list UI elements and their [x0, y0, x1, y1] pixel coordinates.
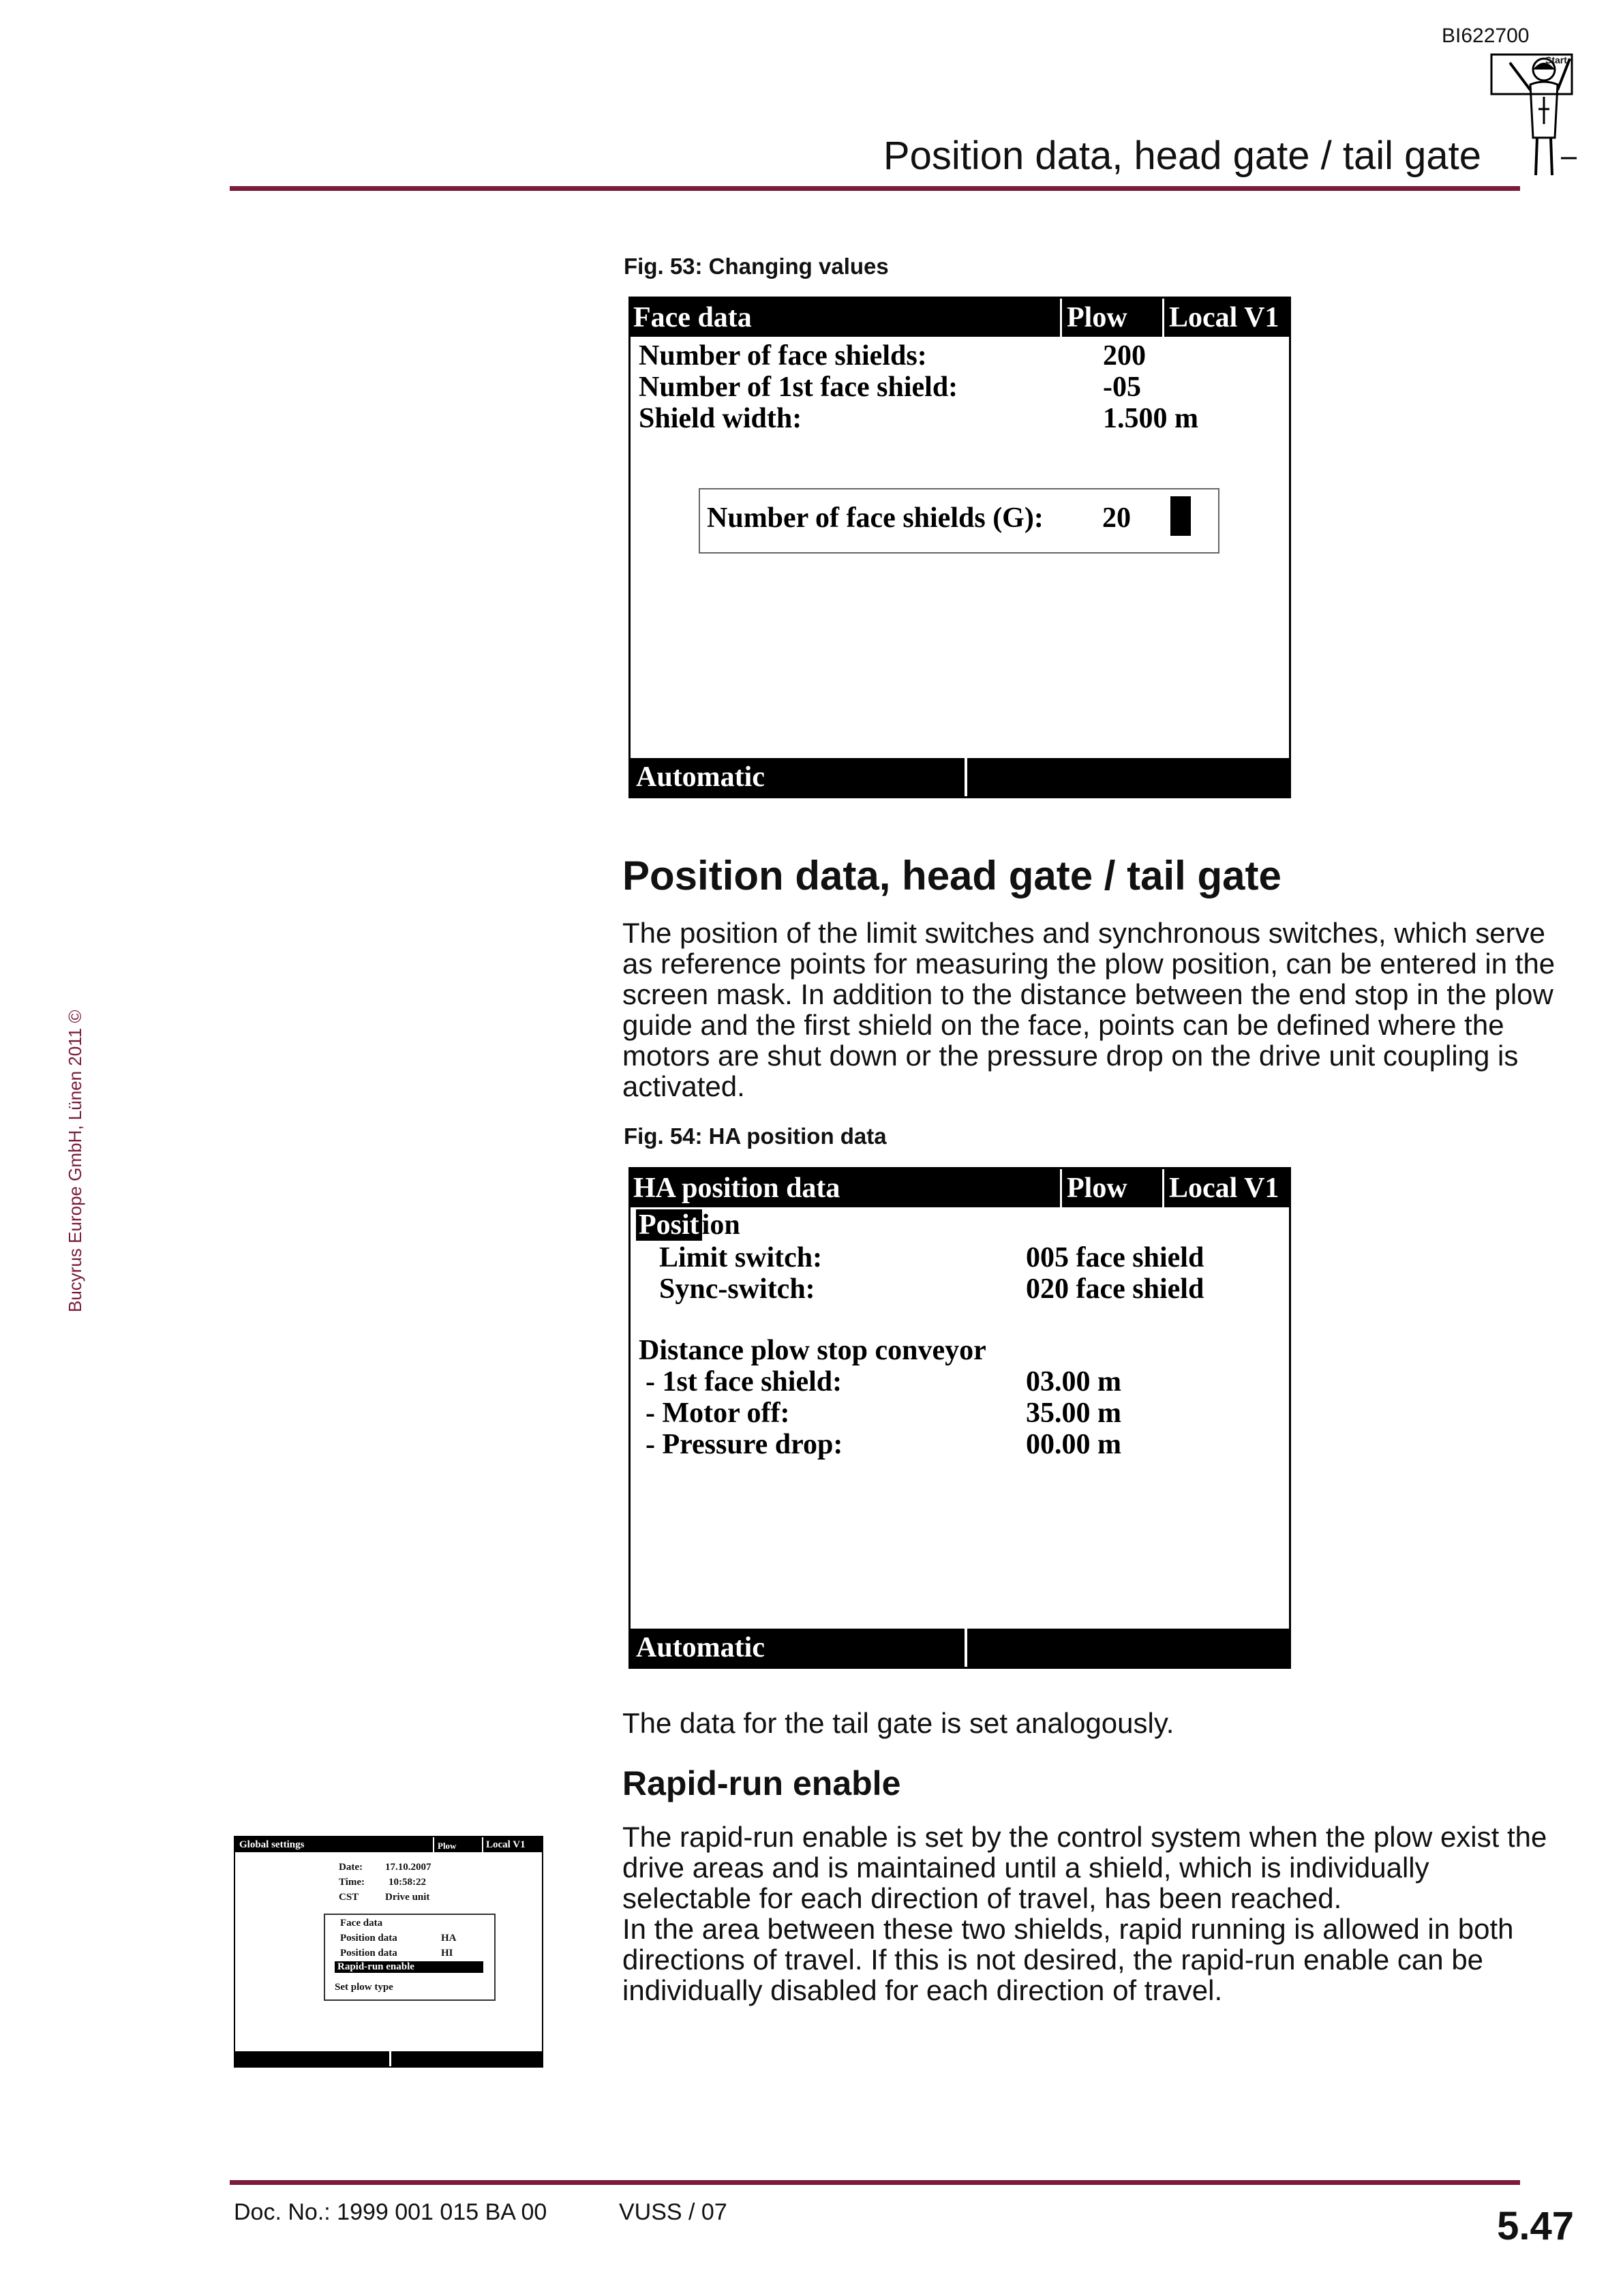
mini-title: Global settings	[239, 1839, 305, 1850]
header-rule	[230, 186, 1520, 191]
distance-row-label: - Motor off:	[646, 1398, 790, 1429]
fig53-row-label: Number of 1st face shield:	[639, 372, 958, 403]
mini-time-value: 10:58:22	[389, 1877, 426, 1888]
fig53-footer-mode: Automatic	[636, 761, 765, 793]
section-title: Position data, head gate / tail gate	[622, 853, 1281, 898]
fig53-title-bar	[631, 299, 1289, 337]
fig53-row-value: -05	[1103, 372, 1141, 403]
mini-tab-local: Local V1	[486, 1839, 526, 1850]
mini-time-label: Time:	[339, 1877, 365, 1888]
mini-menu-suffix: HA	[441, 1933, 457, 1944]
page-header-title: Position data, head gate / tail gate	[883, 134, 1481, 178]
mini-date-label: Date:	[339, 1862, 363, 1873]
fig54-row-value: 005 face shield	[1026, 1242, 1204, 1273]
page-number: 5.47	[1497, 2204, 1574, 2248]
fig54-screen-title: HA position data	[633, 1173, 840, 1204]
fig53-row-label: Number of face shields:	[639, 340, 927, 372]
side-copyright: Bucyrus Europe GmbH, Lünen 2011 ©	[65, 1010, 85, 1312]
start-label: Start	[1545, 55, 1567, 65]
fig53-tab-plow: Plow	[1067, 302, 1127, 333]
position-heading-rest: ion	[701, 1209, 740, 1241]
distance-row-value: 35.00 m	[1026, 1398, 1121, 1429]
fig54-footer-mode: Automatic	[636, 1632, 765, 1663]
tail-gate-note: The data for the tail gate is set analogously.	[622, 1707, 1174, 1739]
start-pictogram	[1489, 49, 1578, 185]
fig54-row-value: 020 face shield	[1026, 1273, 1204, 1305]
mini-menu-item[interactable]: Position data	[340, 1948, 397, 1959]
fig53-input-dialog[interactable]	[699, 488, 1219, 554]
distance-row-label: - 1st face shield:	[646, 1366, 843, 1398]
fig54-row-label: Limit switch:	[659, 1242, 823, 1273]
worker-start-icon	[1489, 49, 1578, 185]
position-heading-highlight: Posit	[636, 1209, 702, 1241]
footer-series: VUSS / 07	[619, 2199, 727, 2225]
fig54-title-bar	[631, 1169, 1289, 1207]
mini-cst-value: Drive unit	[385, 1892, 430, 1903]
mini-menu-item[interactable]: Face data	[340, 1918, 383, 1929]
fig54-status-bar	[631, 1629, 1289, 1667]
position-heading[interactable]	[636, 1209, 740, 1241]
text-cursor-icon	[1170, 496, 1191, 536]
fig53-tab-local: Local V1	[1169, 302, 1279, 333]
document-id: BI622700	[1442, 25, 1530, 47]
rapid-run-title: Rapid-run enable	[622, 1764, 901, 1802]
fig53-row-label: Shield width:	[639, 403, 802, 434]
mini-date-value: 17.10.2007	[385, 1862, 431, 1873]
fig54-tab-local: Local V1	[1169, 1173, 1279, 1204]
fig54-tab-plow: Plow	[1067, 1173, 1127, 1204]
distance-row-value: 03.00 m	[1026, 1366, 1121, 1398]
fig54-screen	[628, 1167, 1291, 1669]
fig54-row-label: Sync-switch:	[659, 1273, 815, 1305]
fig53-caption: Fig. 53: Changing values	[624, 254, 889, 279]
footer-rule	[230, 2180, 1520, 2185]
fig54-caption: Fig. 54: HA position data	[624, 1123, 887, 1149]
footer-doc-no: Doc. No.: 1999 001 015 BA 00	[234, 2199, 547, 2225]
fig53-status-bar	[631, 758, 1289, 796]
fig53-row-value: 200	[1103, 340, 1146, 372]
mini-menu-item[interactable]: Position data	[340, 1933, 397, 1944]
mini-cst-label: CST	[339, 1892, 359, 1903]
mini-menu-item[interactable]: Set plow type	[335, 1982, 393, 1993]
rapid-run-paragraph: The rapid-run enable is set by the control system when the plow exist the drive areas and is maintained until a shield, which is individually selectable for each direction of travel, has been reached. In the area between these two shields, rapid running is allowed in both directions of travel. If this is not desired, the rapid-run enable can be individually disabled for each direction of travel.	[622, 1821, 1547, 2006]
distance-row-value: 00.00 m	[1026, 1429, 1121, 1460]
mini-menu-item-selected[interactable]: Rapid-run enable	[335, 1961, 483, 1973]
fig53-row-value: 1.500 m	[1103, 403, 1198, 434]
fig53-screen	[628, 297, 1291, 798]
mini-menu-suffix: HI	[441, 1948, 453, 1959]
section-paragraph: The position of the limit switches and synchronous switches, which serve as reference points for measuring the plow position, can be entered in the screen mask. In addition to the distance between the end stop in the plow guide and the first shield on the face, points can be defined where the motors are shut down or the pressure drop on the drive unit coupling is activated.	[622, 917, 1556, 1102]
distance-row-label: - Pressure drop:	[646, 1429, 843, 1460]
mini-tab-plow: Plow	[438, 1841, 457, 1851]
distance-heading: Distance plow stop conveyor	[639, 1335, 986, 1366]
dialog-label: Number of face shields (G):	[707, 502, 1044, 534]
mini-menu	[324, 1914, 496, 2001]
global-settings-thumbnail	[234, 1836, 543, 2068]
fig53-screen-title: Face data	[633, 302, 752, 333]
dialog-value[interactable]: 20	[1102, 502, 1131, 534]
